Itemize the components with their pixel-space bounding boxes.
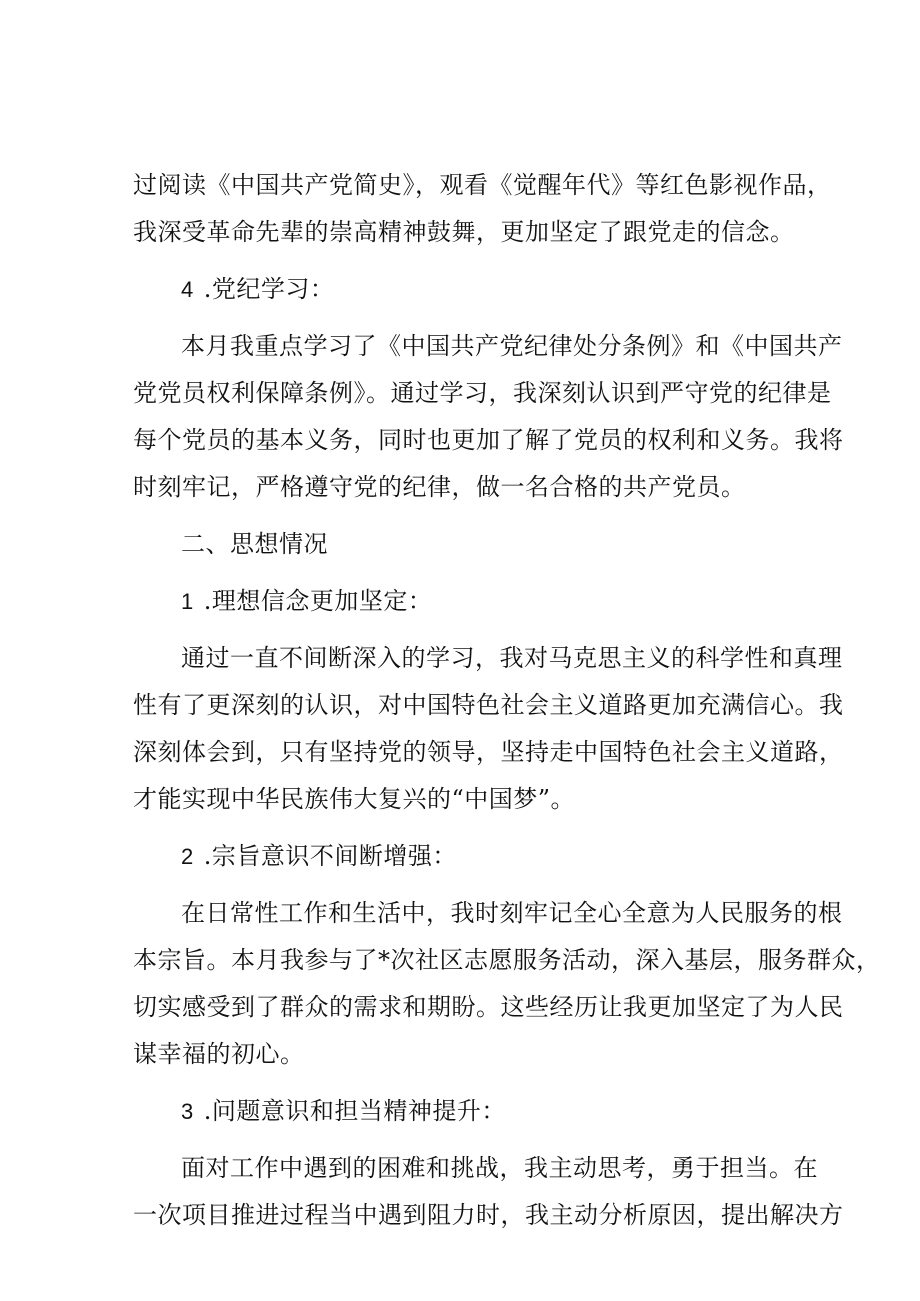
paragraph-ideals [133,635,844,823]
text-line: 在日常性工作和生活中，我时刻牢记全心全意为人民服务的根 [181,899,843,927]
heading-text: .党纪学习： [203,275,335,303]
heading-text: .问题意识和担当精神提升： [203,1097,506,1125]
text-line: 深刻体会到，只有坚持党的领导，坚持走中国特色社会主义道路， [133,738,844,766]
document-body [133,162,881,1249]
text-line: 性有了更深刻的认识，对中国特色社会主义道路更加充满信心。我 [133,691,844,719]
text-line: 谋幸福的初心。 [133,1040,305,1068]
heading-responsibility [133,1088,793,1135]
paragraph-discipline [133,323,844,511]
paragraph-reading [133,162,832,256]
heading-text: .理想信念更加坚定： [203,587,433,615]
heading-number: 4 [181,277,194,302]
paragraph-purpose [133,890,881,1078]
text-line: 每个党员的基本义务，同时也更加了解了党员的权利和义务。我将 [133,426,844,454]
text-line: 本宗旨。本月我参与了*次社区志愿服务活动，深入基层，服务群众， [133,946,881,974]
section-heading-thoughts: 二、思想情况 [181,530,328,558]
heading-ideals [133,578,793,625]
text-line: 通过一直不间断深入的学习，我对马克思主义的科学性和真理 [181,644,843,672]
heading-number: 3 [181,1099,194,1124]
heading-text: .宗旨意识不间断增强： [203,842,457,870]
text-line: 面对工作中遇到的困难和挑战，我主动思考，勇于担当。在 [181,1154,818,1182]
text-line: 过阅读《中国共产党简史》，观看《觉醒年代》等红色影视作品， [133,171,832,199]
heading-number: 1 [181,589,194,614]
text-line: 切实感受到了群众的需求和期盼。这些经历让我更加坚定了为人民 [133,993,844,1021]
heading-number: 2 [181,844,194,869]
heading-purpose [133,833,793,880]
heading-party-discipline [133,266,793,313]
text-line: 才能实现中华民族伟大复兴的“中国梦”。 [133,785,576,813]
text-line: 本月我重点学习了《中国共产党纪律处分条例》和《中国共产 [181,332,843,360]
text-line: 我深受革命先辈的崇高精神鼓舞，更加坚定了跟党走的信念。 [133,218,795,246]
paragraph-responsibility [133,1145,844,1239]
text-line: 党党员权利保障条例》。通过学习，我深刻认识到严守党的纪律是 [133,379,832,407]
text-line: 时刻牢记，严格遵守党的纪律，做一名合格的共产党员。 [133,473,746,501]
text-line: 一次项目推进过程当中遇到阻力时，我主动分析原因，提出解决方 [133,1201,844,1229]
